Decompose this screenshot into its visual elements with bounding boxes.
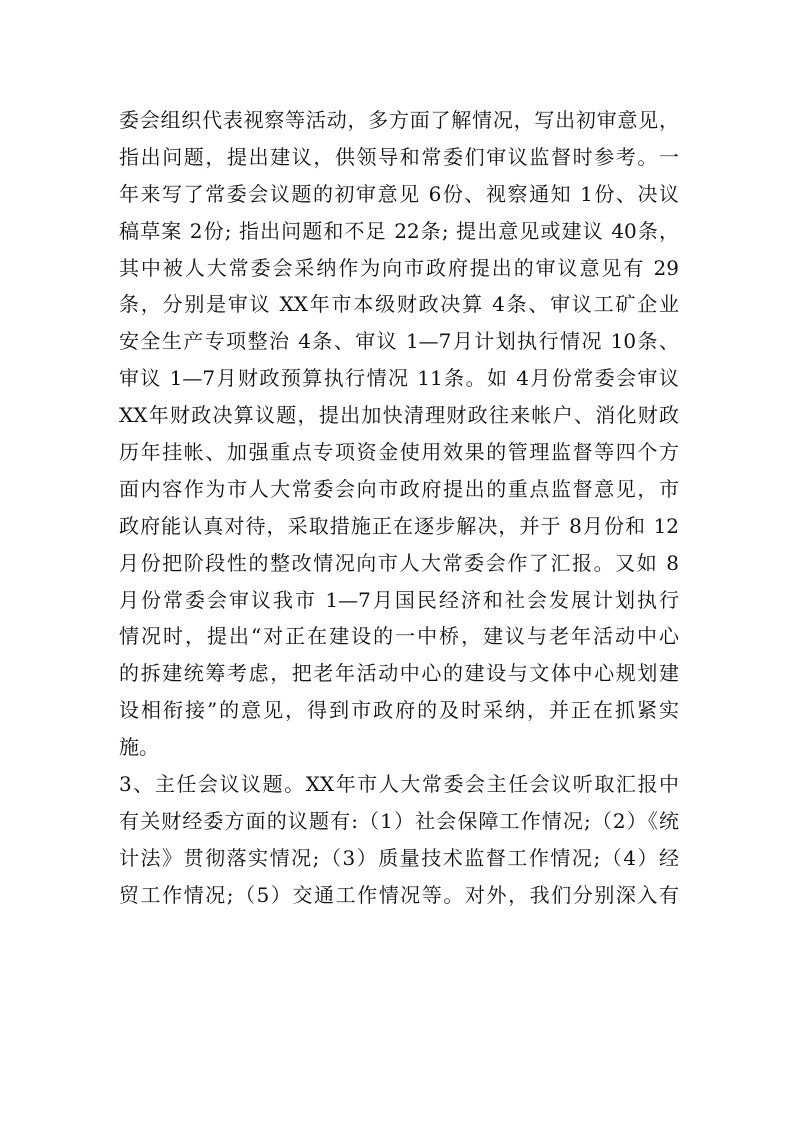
text-line: 历年挂帐、加强重点专项资金使用效果的管理监督等四个方 [119,440,679,465]
text-line: 有关财经委方面的议题有:（1）社会保障工作情况;（2）《统 [119,808,679,833]
text-line: 3、主任会议议题。XX年市人大常委会主任会议听取汇报中 [119,772,679,797]
text-line: 指出问题，提出建议，供领导和常委们审议监督时参考。一 [119,144,679,169]
text-line: 施。 [119,735,159,760]
text-line: 月份常委会审议我市 1—7月国民经济和社会发展计划执行 [119,587,679,612]
text-line: 审议 1—7月财政预算执行情况 11条。如 4月份常委会审议 [119,366,679,391]
text-line: 政府能认真对待，采取措施正在逐步解决，并于 8月份和 12 [119,513,679,538]
text-line: 计法》贯彻落实情况;（3）质量技术监督工作情况;（4）经 [119,845,679,870]
text-line: 贸工作情况;（5）交通工作情况等。对外，我们分别深入有 [119,882,679,907]
text-line: 面内容作为市人大常委会向市政府提出的重点监督意见，市 [119,476,679,501]
body-text [119,102,679,914]
text-line: 年来写了常委会议题的初审意见 6份、视察通知 1份、决议 [119,181,679,206]
text-line: 的拆建统筹考虑，把老年活动中心的建设与文体中心规划建 [119,661,679,686]
text-line: 稿草案 2份; 指出问题和不足 22条; 提出意见或建议 40条， [119,218,679,243]
text-line: 安全生产专项整治 4条、审议 1—7月计划执行情况 10条、 [119,329,679,354]
text-line: 其中被人大常委会采纳作为向市政府提出的审议意见有 29 [119,255,679,280]
text-line: XX年财政决算议题，提出加快清理财政往来帐户、消化财政 [119,403,679,428]
text-line: 情况时，提出“对正在建设的一中桥，建议与老年活动中心 [119,624,679,649]
text-line: 委会组织代表视察等活动，多方面了解情况，写出初审意见， [119,108,679,132]
text-line: 设相衔接”的意见，得到市政府的及时采纳，并正在抓紧实 [119,698,679,723]
text-line: 条，分别是审议 XX年市本级财政决算 4条、审议工矿企业 [119,292,679,317]
text-line: 月份把阶段性的整改情况向市人大常委会作了汇报。又如 8 [119,550,679,575]
